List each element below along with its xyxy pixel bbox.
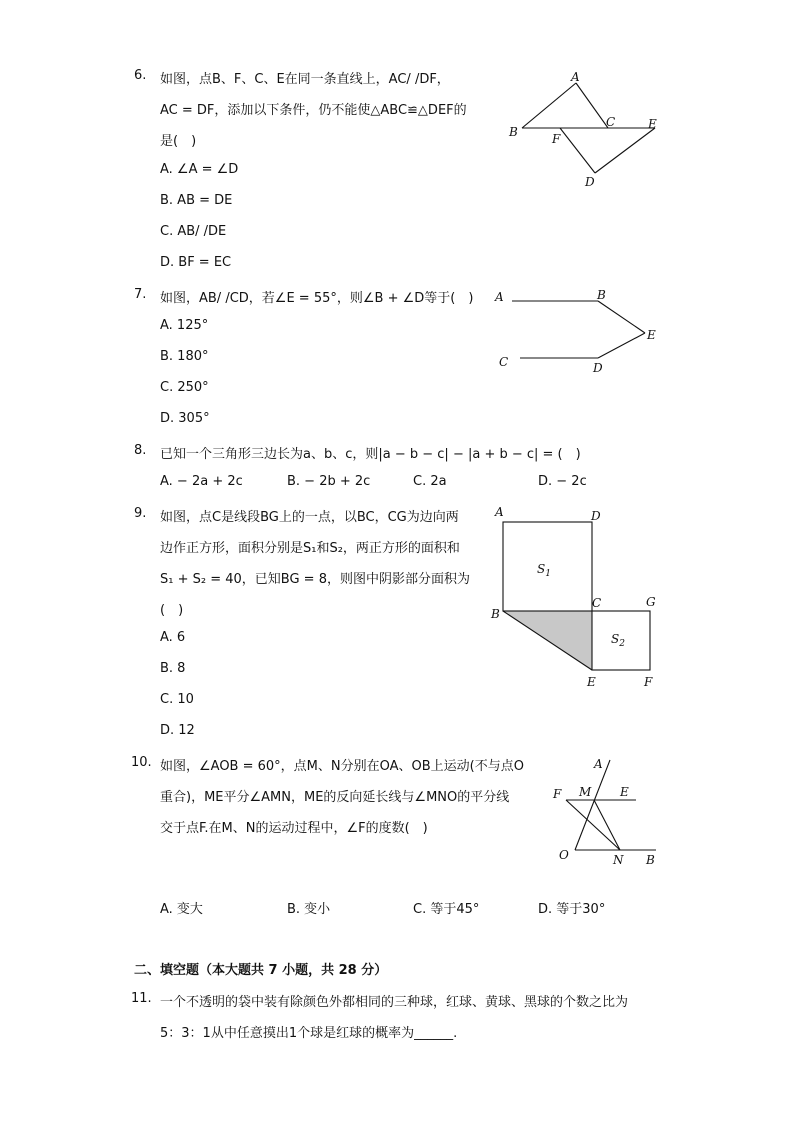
question-text-line: S₁ + S₂ = 40，已知BG = 8，则图中阴影部分面积为 xyxy=(160,572,470,587)
question-text-line: 已知一个三角形三边长为a、b、c，则|a − b − c| − |a + b − c| = ( ) xyxy=(160,447,581,462)
question-number: 8. xyxy=(134,443,147,458)
label-c: C xyxy=(592,596,602,610)
option-a: A. 变大 xyxy=(160,902,203,917)
question-text-line: 是( ) xyxy=(160,134,197,149)
option-b: B. AB = DE xyxy=(160,193,233,208)
question-text-line: 边作正方形，面积分别是S₁和S₂，两正方形的面积和 xyxy=(160,541,460,556)
label-f: F xyxy=(553,787,562,801)
label-s1: $S_1$ xyxy=(537,562,551,579)
question-number: 6. xyxy=(134,68,147,83)
question-text-line: 5：3：1从中任意摸出1个球是红球的概率为______. xyxy=(160,1026,458,1041)
option-b: B. 180° xyxy=(160,349,209,364)
option-c: C. 2a xyxy=(413,474,447,489)
label-f: F xyxy=(644,675,653,689)
question-number: 10. xyxy=(131,755,152,770)
label-e: E xyxy=(647,328,656,342)
label-e: E xyxy=(587,675,596,689)
option-a: A. 6 xyxy=(160,630,186,645)
square-s1 xyxy=(503,522,592,611)
label-d: D xyxy=(591,509,601,523)
label-c: C xyxy=(606,115,616,129)
line-fd xyxy=(560,128,595,173)
figure-q7 xyxy=(490,284,665,379)
section-heading: 二、填空题（本大题共 7 小题，共 28 分） xyxy=(134,963,388,978)
question-text-line: 如图，点B、F、C、E在同一条直线上，AC/ /DF， xyxy=(160,72,450,87)
option-a: A. − 2a + 2c xyxy=(160,474,243,489)
question-number: 9. xyxy=(134,506,147,521)
question-text-line: ( ) xyxy=(160,603,184,618)
line-fn xyxy=(566,800,620,850)
question-text-line: 交于点F.在M、N的运动过程中，∠F的度数( ) xyxy=(160,821,428,836)
label-b: B xyxy=(509,125,518,139)
figure-q10 xyxy=(548,752,668,872)
label-s2: $S_2$ xyxy=(611,632,625,649)
label-a: A xyxy=(594,757,603,771)
option-b: B. 8 xyxy=(160,661,186,676)
question-text-line: 如图，∠AOB = 60°，点M、N分别在OA、OB上运动(不与点O xyxy=(160,759,524,774)
figure-q6 xyxy=(500,66,670,191)
option-c: C. AB/ /DE xyxy=(160,224,227,239)
option-c: C. 等于45° xyxy=(413,902,480,917)
label-o: O xyxy=(559,848,569,862)
option-b: B. − 2b + 2c xyxy=(287,474,371,489)
option-c: C. 250° xyxy=(160,380,209,395)
label-c: C xyxy=(499,355,509,369)
label-a: A xyxy=(495,290,504,304)
question-number: 7. xyxy=(134,287,147,302)
question-text-line: 如图，点C是线段BG上的一点，以BC，CG为边向两 xyxy=(160,510,459,525)
option-d: D. 等于30° xyxy=(538,902,606,917)
option-b: B. 变小 xyxy=(287,902,331,917)
question-text-line: 重合)，ME平分∠AMN，ME的反向延长线与∠MNO的平分线 xyxy=(160,790,510,805)
label-b: B xyxy=(646,853,655,867)
label-d: D xyxy=(585,175,595,189)
label-a: A xyxy=(495,505,504,519)
option-a: A. 125° xyxy=(160,318,209,333)
label-e: E xyxy=(648,117,657,131)
label-g: G xyxy=(646,595,656,609)
option-d: D. 305° xyxy=(160,411,210,426)
line-ac xyxy=(576,83,608,128)
option-c: C. 10 xyxy=(160,692,194,707)
line-ba xyxy=(522,83,576,128)
figure-q9 xyxy=(485,503,665,693)
label-m: M xyxy=(579,785,592,799)
label-d: D xyxy=(593,361,603,375)
option-d: D. BF = EC xyxy=(160,255,232,270)
option-d: D. − 2c xyxy=(538,474,587,489)
question-text-line: 如图，AB/ /CD，若∠E = 55°，则∠B + ∠D等于( ) xyxy=(160,291,474,306)
label-b: B xyxy=(597,288,606,302)
line-mn xyxy=(594,800,620,850)
label-e: E xyxy=(620,785,629,799)
question-number: 11. xyxy=(131,991,152,1006)
line-de xyxy=(595,128,655,173)
question-text-line: AC = DF，添加以下条件，仍不能使△ABC≌△DEF的 xyxy=(160,103,467,118)
line-be xyxy=(598,301,645,333)
line-ed xyxy=(598,333,645,358)
label-b: B xyxy=(491,607,500,621)
option-d: D. 12 xyxy=(160,723,195,738)
label-a: A xyxy=(571,70,580,84)
option-a: A. ∠A = ∠D xyxy=(160,162,239,177)
label-n: N xyxy=(613,853,624,867)
label-f: F xyxy=(552,132,561,146)
question-text-line: 一个不透明的袋中装有除颜色外都相同的三种球，红球、黄球、黑球的个数之比为 xyxy=(160,995,629,1010)
